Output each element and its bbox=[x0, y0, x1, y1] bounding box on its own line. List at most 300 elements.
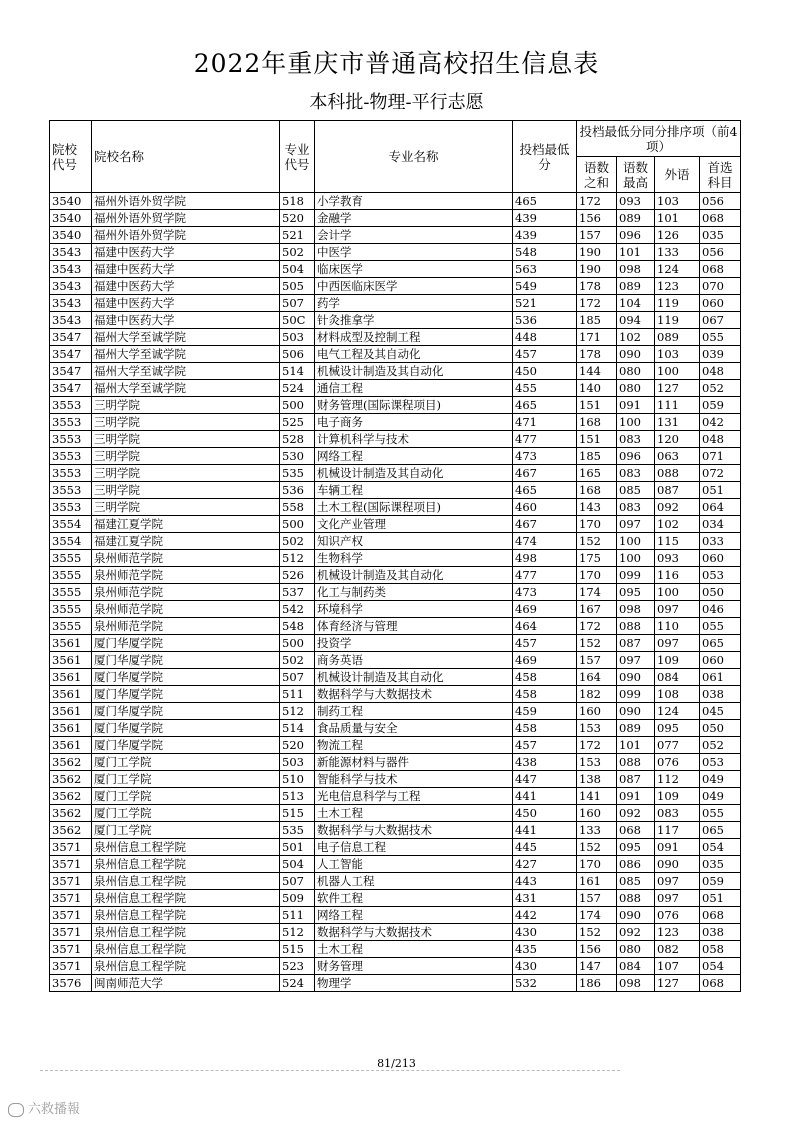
cell-min-score: 457 bbox=[513, 737, 577, 754]
cell-major-name: 财务管理(国际课程项目) bbox=[315, 397, 513, 414]
cell-foreign: 123 bbox=[655, 924, 700, 941]
cell-max: 093 bbox=[617, 193, 655, 210]
cell-sum: 172 bbox=[577, 193, 617, 210]
cell-max: 100 bbox=[617, 550, 655, 567]
cell-pref: 038 bbox=[700, 686, 741, 703]
cell-max: 083 bbox=[617, 499, 655, 516]
cell-school-name: 福建江夏学院 bbox=[92, 516, 280, 533]
cell-foreign: 089 bbox=[655, 329, 700, 346]
table-row bbox=[50, 210, 741, 227]
cell-major-code: 511 bbox=[280, 686, 315, 703]
cell-major-name: 新能源材料与器件 bbox=[315, 754, 513, 771]
cell-school-name: 福州大学至诚学院 bbox=[92, 329, 280, 346]
cell-foreign: 100 bbox=[655, 584, 700, 601]
cell-min-score: 448 bbox=[513, 329, 577, 346]
cell-min-score: 464 bbox=[513, 618, 577, 635]
cell-max: 095 bbox=[617, 839, 655, 856]
cell-min-score: 477 bbox=[513, 431, 577, 448]
cell-min-score: 447 bbox=[513, 771, 577, 788]
cell-foreign: 120 bbox=[655, 431, 700, 448]
cell-foreign: 133 bbox=[655, 244, 700, 261]
cell-min-score: 465 bbox=[513, 193, 577, 210]
cell-major-code: 513 bbox=[280, 788, 315, 805]
cell-school-name: 泉州信息工程学院 bbox=[92, 890, 280, 907]
cell-major-name: 电气工程及其自动化 bbox=[315, 346, 513, 363]
cell-sum: 152 bbox=[577, 924, 617, 941]
cell-major-code: 514 bbox=[280, 363, 315, 380]
cell-major-name: 机器人工程 bbox=[315, 873, 513, 890]
cell-school-code: 3576 bbox=[50, 975, 92, 992]
cell-pref: 034 bbox=[700, 516, 741, 533]
cell-major-code: 511 bbox=[280, 907, 315, 924]
cell-foreign: 127 bbox=[655, 380, 700, 397]
cell-max: 097 bbox=[617, 516, 655, 533]
cell-max: 088 bbox=[617, 754, 655, 771]
table-row bbox=[50, 975, 741, 992]
cell-max: 087 bbox=[617, 771, 655, 788]
cell-min-score: 536 bbox=[513, 312, 577, 329]
cell-sum: 151 bbox=[577, 397, 617, 414]
cell-school-name: 厦门华厦学院 bbox=[92, 737, 280, 754]
cell-school-code: 3571 bbox=[50, 941, 92, 958]
cell-school-name: 厦门工学院 bbox=[92, 788, 280, 805]
cell-major-code: 520 bbox=[280, 737, 315, 754]
cell-major-name: 中西医临床医学 bbox=[315, 278, 513, 295]
cell-school-code: 3547 bbox=[50, 329, 92, 346]
cell-min-score: 430 bbox=[513, 958, 577, 975]
cell-school-code: 3553 bbox=[50, 448, 92, 465]
cell-school-code: 3571 bbox=[50, 890, 92, 907]
cell-max: 099 bbox=[617, 686, 655, 703]
cell-foreign: 119 bbox=[655, 295, 700, 312]
table-row bbox=[50, 669, 741, 686]
cell-pref: 054 bbox=[700, 958, 741, 975]
cell-foreign: 088 bbox=[655, 465, 700, 482]
cell-pref: 056 bbox=[700, 244, 741, 261]
cell-pref: 054 bbox=[700, 839, 741, 856]
cell-max: 097 bbox=[617, 652, 655, 669]
cell-school-code: 3571 bbox=[50, 958, 92, 975]
cell-min-score: 498 bbox=[513, 550, 577, 567]
cell-max: 089 bbox=[617, 720, 655, 737]
cell-min-score: 458 bbox=[513, 720, 577, 737]
cell-min-score: 430 bbox=[513, 924, 577, 941]
cell-school-name: 三明学院 bbox=[92, 465, 280, 482]
cell-max: 094 bbox=[617, 312, 655, 329]
header-sum: 语数之和 bbox=[577, 157, 617, 193]
cell-sum: 172 bbox=[577, 295, 617, 312]
cell-school-code: 3562 bbox=[50, 754, 92, 771]
cell-min-score: 458 bbox=[513, 686, 577, 703]
cell-major-name: 通信工程 bbox=[315, 380, 513, 397]
cell-sum: 144 bbox=[577, 363, 617, 380]
cell-max: 090 bbox=[617, 907, 655, 924]
cell-foreign: 112 bbox=[655, 771, 700, 788]
cell-sum: 185 bbox=[577, 448, 617, 465]
cell-school-code: 3543 bbox=[50, 312, 92, 329]
cell-sum: 147 bbox=[577, 958, 617, 975]
table-row bbox=[50, 856, 741, 873]
table-row bbox=[50, 822, 741, 839]
cell-major-code: 537 bbox=[280, 584, 315, 601]
cell-major-name: 物理学 bbox=[315, 975, 513, 992]
cell-foreign: 082 bbox=[655, 941, 700, 958]
cell-max: 092 bbox=[617, 924, 655, 941]
cell-major-name: 光电信息科学与工程 bbox=[315, 788, 513, 805]
cell-pref: 038 bbox=[700, 924, 741, 941]
cell-min-score: 457 bbox=[513, 635, 577, 652]
cell-min-score: 548 bbox=[513, 244, 577, 261]
cell-major-name: 车辆工程 bbox=[315, 482, 513, 499]
cell-sum: 160 bbox=[577, 805, 617, 822]
cell-max: 085 bbox=[617, 482, 655, 499]
cell-school-code: 3561 bbox=[50, 635, 92, 652]
cell-school-name: 福建中医药大学 bbox=[92, 261, 280, 278]
cell-foreign: 076 bbox=[655, 754, 700, 771]
table-row bbox=[50, 431, 741, 448]
cell-school-code: 3571 bbox=[50, 839, 92, 856]
cell-pref: 058 bbox=[700, 941, 741, 958]
cell-pref: 068 bbox=[700, 261, 741, 278]
table-row bbox=[50, 584, 741, 601]
cell-min-score: 473 bbox=[513, 448, 577, 465]
cell-min-score: 427 bbox=[513, 856, 577, 873]
header-foreign: 外语 bbox=[655, 157, 700, 193]
cell-foreign: 097 bbox=[655, 890, 700, 907]
cell-foreign: 115 bbox=[655, 533, 700, 550]
cell-max: 084 bbox=[617, 958, 655, 975]
cell-sum: 160 bbox=[577, 703, 617, 720]
cell-max: 080 bbox=[617, 363, 655, 380]
header-school-name: 院校名称 bbox=[92, 121, 280, 193]
cell-foreign: 103 bbox=[655, 346, 700, 363]
table-row bbox=[50, 448, 741, 465]
cell-school-code: 3553 bbox=[50, 431, 92, 448]
watermark bbox=[8, 1098, 80, 1117]
cell-major-code: 504 bbox=[280, 261, 315, 278]
cell-pref: 046 bbox=[700, 601, 741, 618]
cell-foreign: 123 bbox=[655, 278, 700, 295]
cell-major-name: 文化产业管理 bbox=[315, 516, 513, 533]
cell-school-name: 厦门华厦学院 bbox=[92, 652, 280, 669]
cell-school-name: 三明学院 bbox=[92, 499, 280, 516]
cell-school-code: 3562 bbox=[50, 822, 92, 839]
cell-major-code: 506 bbox=[280, 346, 315, 363]
cell-sum: 172 bbox=[577, 618, 617, 635]
table-row bbox=[50, 295, 741, 312]
cell-major-name: 中医学 bbox=[315, 244, 513, 261]
cell-sum: 182 bbox=[577, 686, 617, 703]
cell-max: 100 bbox=[617, 414, 655, 431]
cell-major-name: 食品质量与安全 bbox=[315, 720, 513, 737]
cell-major-name: 材料成型及控制工程 bbox=[315, 329, 513, 346]
cell-major-code: 503 bbox=[280, 754, 315, 771]
cell-school-name: 厦门工学院 bbox=[92, 822, 280, 839]
cell-school-code: 3571 bbox=[50, 907, 92, 924]
cell-min-score: 467 bbox=[513, 465, 577, 482]
cell-major-code: 521 bbox=[280, 227, 315, 244]
cell-major-code: 512 bbox=[280, 703, 315, 720]
table-row bbox=[50, 839, 741, 856]
cell-major-code: 500 bbox=[280, 516, 315, 533]
page-number: 81/213 bbox=[377, 1057, 416, 1070]
cell-foreign: 100 bbox=[655, 363, 700, 380]
table-row bbox=[50, 516, 741, 533]
cell-major-code: 530 bbox=[280, 448, 315, 465]
cell-foreign: 097 bbox=[655, 873, 700, 890]
watermark-logo-icon bbox=[8, 1103, 24, 1117]
cell-school-code: 3561 bbox=[50, 669, 92, 686]
cell-foreign: 107 bbox=[655, 958, 700, 975]
cell-major-code: 515 bbox=[280, 941, 315, 958]
table-row bbox=[50, 873, 741, 890]
header-max: 语数最高 bbox=[617, 157, 655, 193]
table-row bbox=[50, 567, 741, 584]
cell-foreign: 116 bbox=[655, 567, 700, 584]
cell-pref: 060 bbox=[700, 295, 741, 312]
header-school-code: 院校代号 bbox=[50, 121, 92, 193]
cell-major-name: 数据科学与大数据技术 bbox=[315, 822, 513, 839]
table-row bbox=[50, 686, 741, 703]
cell-school-name: 三明学院 bbox=[92, 431, 280, 448]
cell-pref: 068 bbox=[700, 907, 741, 924]
cell-pref: 060 bbox=[700, 550, 741, 567]
cell-foreign: 110 bbox=[655, 618, 700, 635]
cell-school-name: 福州大学至诚学院 bbox=[92, 346, 280, 363]
cell-pref: 055 bbox=[700, 329, 741, 346]
cell-major-code: 520 bbox=[280, 210, 315, 227]
cell-sum: 140 bbox=[577, 380, 617, 397]
cell-major-name: 电子信息工程 bbox=[315, 839, 513, 856]
cell-sum: 152 bbox=[577, 635, 617, 652]
cell-pref: 053 bbox=[700, 754, 741, 771]
cell-school-code: 3540 bbox=[50, 210, 92, 227]
cell-foreign: 124 bbox=[655, 703, 700, 720]
table-row bbox=[50, 550, 741, 567]
cell-min-score: 442 bbox=[513, 907, 577, 924]
cell-sum: 164 bbox=[577, 669, 617, 686]
cell-max: 087 bbox=[617, 635, 655, 652]
cell-min-score: 435 bbox=[513, 941, 577, 958]
cell-foreign: 097 bbox=[655, 601, 700, 618]
table-row bbox=[50, 244, 741, 261]
cell-school-code: 3571 bbox=[50, 873, 92, 890]
table-row bbox=[50, 754, 741, 771]
cell-sum: 156 bbox=[577, 941, 617, 958]
cell-school-code: 3543 bbox=[50, 295, 92, 312]
table-row bbox=[50, 805, 741, 822]
cell-sum: 141 bbox=[577, 788, 617, 805]
cell-major-name: 财务管理 bbox=[315, 958, 513, 975]
cell-sum: 171 bbox=[577, 329, 617, 346]
cell-major-code: 505 bbox=[280, 278, 315, 295]
cell-max: 092 bbox=[617, 805, 655, 822]
cell-sum: 170 bbox=[577, 516, 617, 533]
cell-sum: 178 bbox=[577, 278, 617, 295]
cell-foreign: 103 bbox=[655, 193, 700, 210]
cell-min-score: 458 bbox=[513, 669, 577, 686]
cell-major-name: 会计学 bbox=[315, 227, 513, 244]
cell-min-score: 445 bbox=[513, 839, 577, 856]
cell-max: 091 bbox=[617, 397, 655, 414]
cell-major-name: 体育经济与管理 bbox=[315, 618, 513, 635]
cell-pref: 059 bbox=[700, 873, 741, 890]
cell-min-score: 474 bbox=[513, 533, 577, 550]
cell-school-code: 3554 bbox=[50, 516, 92, 533]
cell-major-code: 501 bbox=[280, 839, 315, 856]
cell-min-score: 455 bbox=[513, 380, 577, 397]
table-row bbox=[50, 941, 741, 958]
cell-foreign: 124 bbox=[655, 261, 700, 278]
cell-school-name: 泉州信息工程学院 bbox=[92, 941, 280, 958]
table-row bbox=[50, 227, 741, 244]
cell-sum: 152 bbox=[577, 839, 617, 856]
cell-min-score: 465 bbox=[513, 482, 577, 499]
cell-school-name: 厦门华厦学院 bbox=[92, 686, 280, 703]
cell-pref: 039 bbox=[700, 346, 741, 363]
cell-sum: 168 bbox=[577, 482, 617, 499]
cell-sum: 178 bbox=[577, 346, 617, 363]
cell-min-score: 431 bbox=[513, 890, 577, 907]
cell-max: 101 bbox=[617, 737, 655, 754]
cell-max: 096 bbox=[617, 227, 655, 244]
cell-foreign: 117 bbox=[655, 822, 700, 839]
cell-school-code: 3562 bbox=[50, 771, 92, 788]
cell-major-code: 504 bbox=[280, 856, 315, 873]
cell-major-code: 500 bbox=[280, 635, 315, 652]
cell-school-code: 3553 bbox=[50, 397, 92, 414]
table-row bbox=[50, 907, 741, 924]
cell-sum: 167 bbox=[577, 601, 617, 618]
cell-school-code: 3571 bbox=[50, 924, 92, 941]
cell-major-name: 金融学 bbox=[315, 210, 513, 227]
cell-sum: 133 bbox=[577, 822, 617, 839]
cell-pref: 049 bbox=[700, 771, 741, 788]
table-row bbox=[50, 363, 741, 380]
cell-sum: 190 bbox=[577, 244, 617, 261]
cell-sum: 151 bbox=[577, 431, 617, 448]
cell-max: 099 bbox=[617, 567, 655, 584]
cell-sum: 185 bbox=[577, 312, 617, 329]
cell-major-name: 物流工程 bbox=[315, 737, 513, 754]
cell-sum: 138 bbox=[577, 771, 617, 788]
cell-min-score: 460 bbox=[513, 499, 577, 516]
cell-major-code: 526 bbox=[280, 567, 315, 584]
cell-pref: 053 bbox=[700, 567, 741, 584]
cell-sum: 143 bbox=[577, 499, 617, 516]
cell-school-name: 闽南师范大学 bbox=[92, 975, 280, 992]
cell-sum: 175 bbox=[577, 550, 617, 567]
cell-max: 080 bbox=[617, 380, 655, 397]
cell-foreign: 095 bbox=[655, 720, 700, 737]
cell-major-code: 548 bbox=[280, 618, 315, 635]
cell-foreign: 093 bbox=[655, 550, 700, 567]
cell-sum: 152 bbox=[577, 533, 617, 550]
cell-major-name: 网络工程 bbox=[315, 907, 513, 924]
cell-foreign: 090 bbox=[655, 856, 700, 873]
cell-pref: 048 bbox=[700, 431, 741, 448]
cell-major-name: 商务英语 bbox=[315, 652, 513, 669]
cell-min-score: 521 bbox=[513, 295, 577, 312]
cell-sum: 161 bbox=[577, 873, 617, 890]
cell-school-name: 福州外语外贸学院 bbox=[92, 210, 280, 227]
header-min-score: 投档最低分 bbox=[513, 121, 577, 193]
cell-sum: 157 bbox=[577, 890, 617, 907]
cell-max: 083 bbox=[617, 465, 655, 482]
cell-school-name: 泉州师范学院 bbox=[92, 618, 280, 635]
cell-min-score: 438 bbox=[513, 754, 577, 771]
cell-school-name: 福州外语外贸学院 bbox=[92, 227, 280, 244]
cell-min-score: 450 bbox=[513, 805, 577, 822]
cell-school-code: 3553 bbox=[50, 414, 92, 431]
cell-major-code: 524 bbox=[280, 975, 315, 992]
cell-school-code: 3553 bbox=[50, 482, 92, 499]
cell-major-code: 512 bbox=[280, 550, 315, 567]
cell-max: 090 bbox=[617, 346, 655, 363]
table-row bbox=[50, 924, 741, 941]
cell-min-score: 441 bbox=[513, 788, 577, 805]
cell-major-code: 512 bbox=[280, 924, 315, 941]
cell-max: 080 bbox=[617, 941, 655, 958]
cell-major-name: 机械设计制造及其自动化 bbox=[315, 567, 513, 584]
table-row bbox=[50, 635, 741, 652]
cell-max: 102 bbox=[617, 329, 655, 346]
cell-max: 096 bbox=[617, 448, 655, 465]
cell-min-score: 471 bbox=[513, 414, 577, 431]
cell-major-code: 502 bbox=[280, 244, 315, 261]
cell-school-code: 3553 bbox=[50, 465, 92, 482]
cell-foreign: 109 bbox=[655, 652, 700, 669]
cell-pref: 051 bbox=[700, 482, 741, 499]
cell-school-name: 三明学院 bbox=[92, 414, 280, 431]
cell-major-code: 502 bbox=[280, 652, 315, 669]
cell-school-code: 3555 bbox=[50, 584, 92, 601]
cell-min-score: 441 bbox=[513, 822, 577, 839]
cell-pref: 072 bbox=[700, 465, 741, 482]
cell-major-name: 数据科学与大数据技术 bbox=[315, 686, 513, 703]
cell-foreign: 084 bbox=[655, 669, 700, 686]
cell-school-code: 3562 bbox=[50, 805, 92, 822]
cell-school-name: 福州大学至诚学院 bbox=[92, 380, 280, 397]
cell-max: 091 bbox=[617, 788, 655, 805]
cell-school-code: 3555 bbox=[50, 601, 92, 618]
table-row bbox=[50, 652, 741, 669]
cell-major-code: 500 bbox=[280, 397, 315, 414]
table-row bbox=[50, 533, 741, 550]
cell-major-code: 524 bbox=[280, 380, 315, 397]
table-row bbox=[50, 193, 741, 210]
cell-foreign: 087 bbox=[655, 482, 700, 499]
cell-school-code: 3561 bbox=[50, 686, 92, 703]
cell-major-name: 土木工程(国际课程项目) bbox=[315, 499, 513, 516]
cell-major-code: 507 bbox=[280, 669, 315, 686]
cell-school-code: 3547 bbox=[50, 380, 92, 397]
cell-school-code: 3555 bbox=[50, 567, 92, 584]
cell-foreign: 131 bbox=[655, 414, 700, 431]
cell-school-name: 泉州信息工程学院 bbox=[92, 856, 280, 873]
cell-foreign: 111 bbox=[655, 397, 700, 414]
table-row bbox=[50, 261, 741, 278]
cell-major-name: 针灸推拿学 bbox=[315, 312, 513, 329]
cell-max: 086 bbox=[617, 856, 655, 873]
cell-major-code: 515 bbox=[280, 805, 315, 822]
cell-pref: 051 bbox=[700, 890, 741, 907]
table-row bbox=[50, 397, 741, 414]
cell-major-name: 机械设计制造及其自动化 bbox=[315, 465, 513, 482]
cell-sum: 165 bbox=[577, 465, 617, 482]
cell-school-code: 3555 bbox=[50, 550, 92, 567]
header-tie-group: 投档最低分同分排序项（前4项） bbox=[577, 121, 741, 157]
